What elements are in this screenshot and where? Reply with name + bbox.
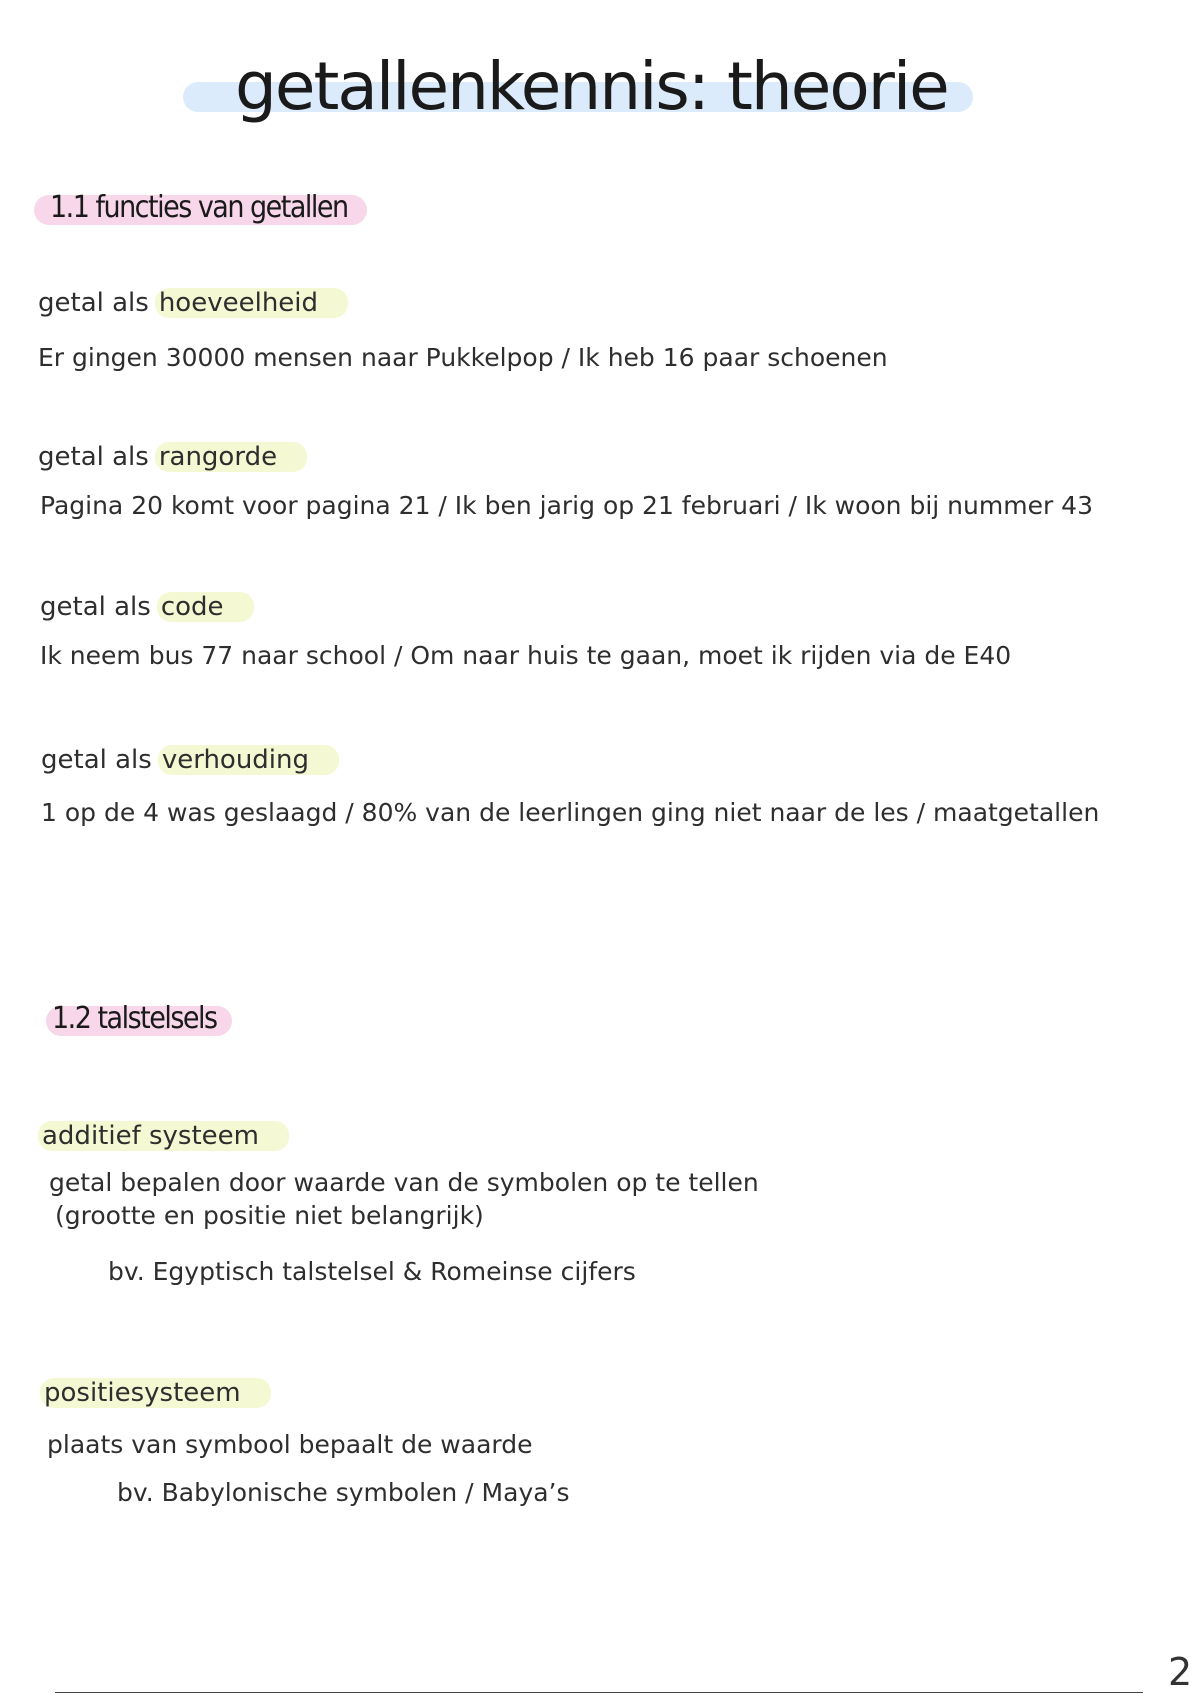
subhead-verhouding [41,743,339,777]
positie-definition: plaats van symbool bepaalt de waarde [47,1430,533,1459]
subhead-term: rangorde [155,442,307,472]
subhead-term: verhouding [158,745,339,775]
title-block [183,40,973,150]
subhead-prefix: getal als [41,745,152,775]
subhead-prefix: getal als [40,592,151,622]
example-hoeveelheid: Er gingen 30000 mensen naar Pukkelpop / Ik heb 16 paar schoenen [38,343,888,372]
example-verhouding: 1 op de 4 was geslaagd / 80% van de leerlingen ging niet naar de les / maatgetallen [41,798,1100,827]
additief-example: bv. Egyptisch talstelsel & Romeinse cijfers [108,1257,636,1286]
subhead-term: hoeveelheid [155,288,348,318]
subhead-term: additief systeem [38,1121,289,1151]
page-title: getallenkennis: theorie [235,48,948,125]
subhead-prefix: getal als [38,288,149,318]
section-1-heading: 1.1 functies van getallen [50,190,348,225]
subhead-prefix: getal als [38,442,149,472]
section-2-header [46,998,236,1038]
section-1-header [34,187,374,227]
example-rangorde: Pagina 20 komt voor pagina 21 / Ik ben jarig op 21 februari / Ik woon bij nummer 43 [40,491,1093,520]
section-2-heading: 1.2 talstelsels [52,1001,217,1036]
page-number: 2 [1168,1650,1193,1694]
footer-rule [55,1692,1143,1693]
example-code: Ik neem bus 77 naar school / Om naar huis te gaan, moet ik rijden via de E40 [40,641,1012,670]
subhead-positie [40,1376,271,1410]
subhead-code [40,590,254,624]
additief-definition-1: getal bepalen door waarde van de symbolen op te tellen [49,1168,759,1197]
subhead-hoeveelheid [38,286,348,320]
subhead-term: positiesysteem [40,1378,271,1408]
subhead-term: code [157,592,254,622]
subhead-rangorde [38,440,307,474]
additief-definition-2: (grootte en positie niet belangrijk) [55,1201,484,1230]
positie-example: bv. Babylonische symbolen / Maya’s [117,1478,570,1507]
subhead-additief [38,1119,289,1153]
